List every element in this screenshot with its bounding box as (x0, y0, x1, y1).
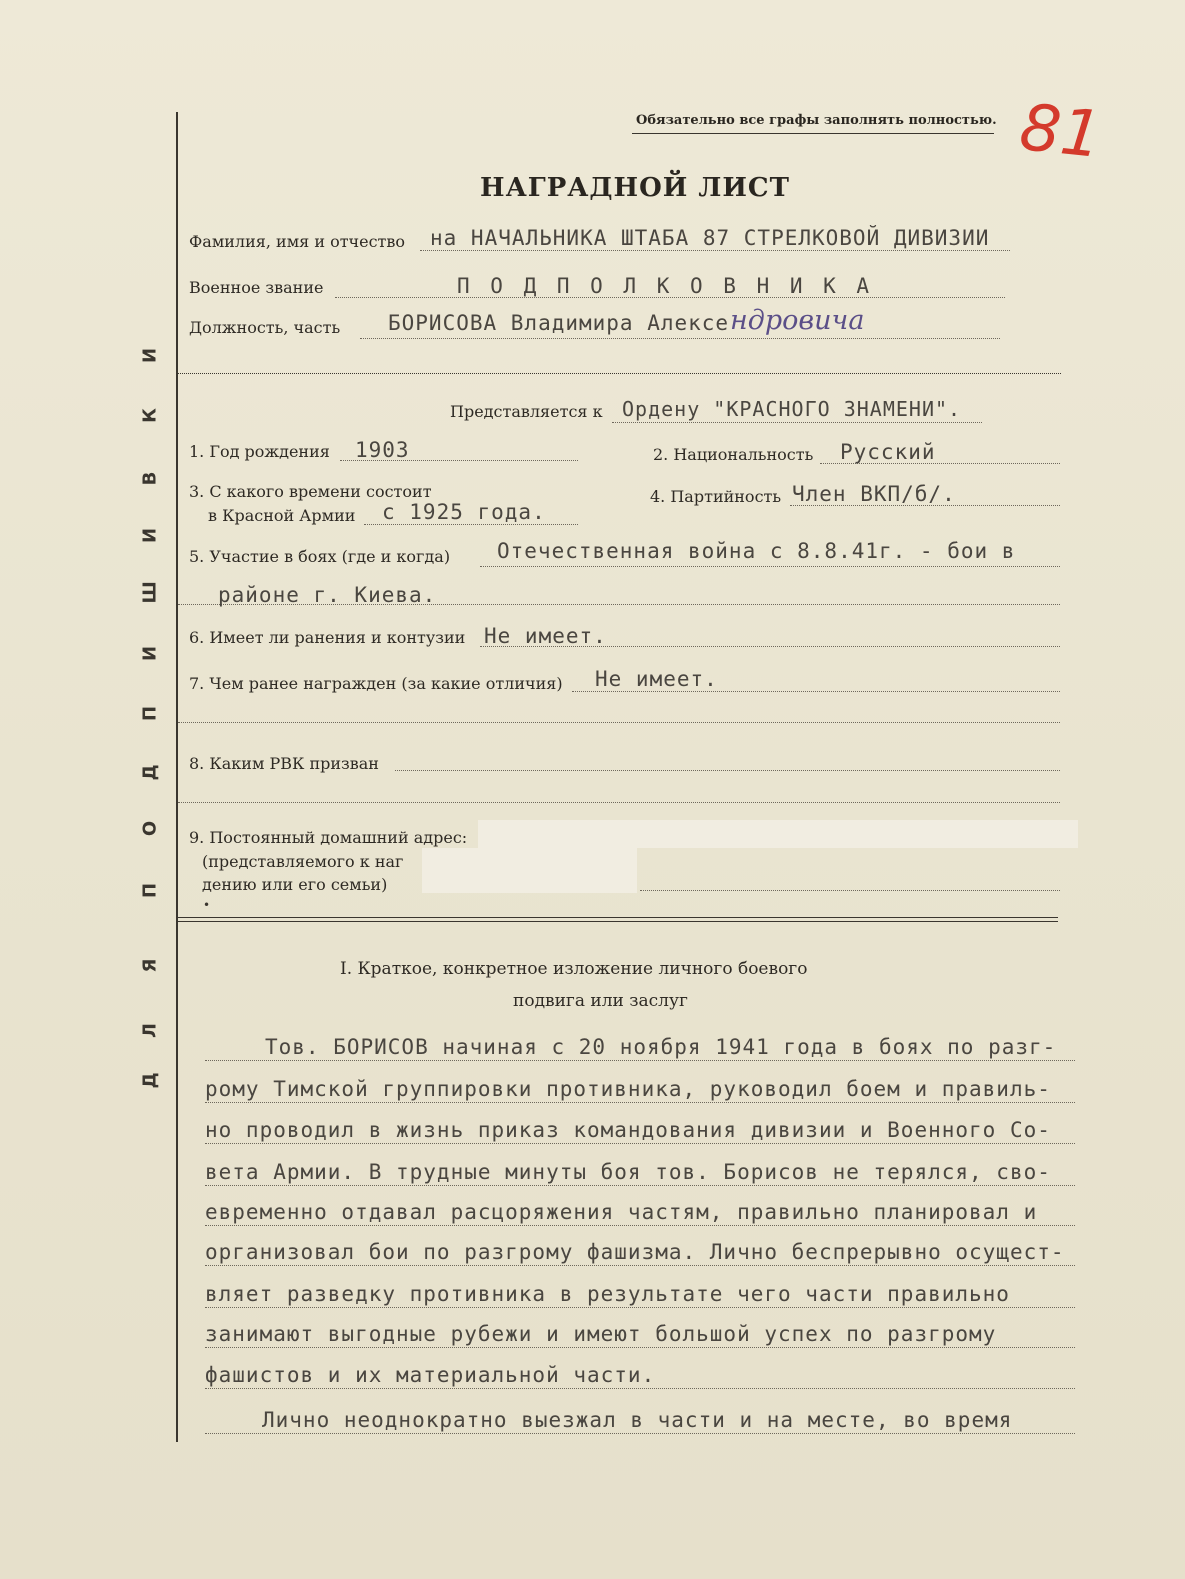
party-value: Член ВКП/б/. (792, 482, 956, 506)
ink-dot: • (203, 898, 211, 912)
nomination-label: Представляется к (450, 402, 603, 421)
address-redaction (478, 820, 1078, 848)
combat-line-1 (480, 566, 1060, 567)
rvk-line-2 (178, 802, 1060, 803)
side-char: И (139, 527, 161, 544)
position-value: БОРИСОВА Владимира Алексе (388, 311, 730, 335)
position-label: Должность, часть (189, 318, 341, 337)
service-since-label-2: в Красной Армии (208, 506, 356, 525)
side-char: Д (139, 1072, 161, 1089)
narrative-rule (205, 1185, 1075, 1186)
side-char: Л (139, 1023, 161, 1038)
narrative-rule (205, 1102, 1075, 1103)
nationality-value: Русский (840, 440, 936, 464)
nationality-label: 2. Национальность (653, 445, 814, 464)
narrative-rule (205, 1347, 1075, 1348)
side-char: К (139, 408, 161, 423)
narrative-line: евременно отдавал расцоряжения частям, правильно планировал и (205, 1200, 1038, 1224)
address-redaction-2 (422, 848, 637, 893)
party-label: 4. Партийность (650, 487, 782, 506)
narrative-line: вляет разведку противника в результате чего части правильно (205, 1282, 1010, 1306)
service-since-label: 3. С какого времени состоит (189, 482, 432, 501)
rvk-line (395, 770, 1060, 771)
section-heading-2: подвига или заслуг (513, 991, 688, 1011)
prior-awards-line-2 (178, 722, 1060, 723)
rvk-label: 8. Каким РВК призван (189, 754, 379, 773)
narrative-rule (205, 1225, 1075, 1226)
narrative-line: вета Армии. В трудные минуты боя тов. Борисов не терялся, сво- (205, 1160, 1051, 1184)
narrative-rule (205, 1060, 1075, 1061)
section-rule-top (178, 917, 1058, 918)
narrative-line: Тов. БОРИСОВ начиная с 20 ноября 1941 года в боях по разг- (265, 1035, 1057, 1059)
narrative-rule (205, 1265, 1075, 1266)
narrative-rule (205, 1433, 1075, 1434)
combat-label: 5. Участие в боях (где и когда) (189, 547, 451, 566)
archive-mark: 81 (1016, 90, 1106, 174)
service-since-value: с 1925 года. (382, 500, 546, 524)
narrative-line: занимают выгодные рубежи и имеют большой успех по разгрому (205, 1322, 997, 1346)
combat-value-2: районе г. Киева. (218, 583, 437, 607)
section-rule-bottom (178, 921, 1058, 922)
address-label-3: дению или его семьи) (202, 875, 388, 894)
birth-year-label: 1. Год рождения (189, 442, 330, 461)
side-char: Д (139, 764, 161, 781)
rank-value: П О Д П О Л К О В Н И К А (457, 274, 874, 298)
address-label-2: (представляемого к наг (202, 852, 404, 871)
side-char: Ш (139, 581, 161, 604)
wounds-label: 6. Имеет ли ранения и контузии (189, 628, 466, 647)
service-since-line (364, 524, 578, 525)
side-char: И (139, 347, 161, 364)
header-note: Обязательно все графы заполнять полностью. (636, 113, 997, 128)
side-char: Я (139, 958, 161, 973)
prior-awards-value: Не имеет. (595, 667, 718, 691)
position-line (360, 338, 1000, 339)
prior-awards-line (572, 691, 1060, 692)
side-char: П (139, 882, 161, 899)
wounds-value: Не имеет. (484, 624, 607, 648)
narrative-line: Лично неоднократно выезжал в части и на месте, во время (262, 1408, 1013, 1432)
address-line (640, 890, 1060, 891)
nomination-line (612, 422, 982, 423)
name-label: Фамилия, имя и отчество (189, 232, 406, 251)
rank-label: Военное звание (189, 278, 324, 297)
narrative-line: но проводил в жизнь приказ командования дивизии и Военного Со- (205, 1118, 1051, 1142)
section-heading: I. Краткое, конкретное изложение личного боевого (340, 959, 808, 979)
position-value-handwritten: ндровича (730, 305, 865, 336)
name-line (420, 250, 1010, 251)
address-label: 9. Постоянный домашний адрес: (189, 828, 468, 847)
narrative-rule (205, 1307, 1075, 1308)
narrative-line: организовал бои по разгрому фашизма. Лично беспрерывно осущест- (205, 1240, 1065, 1264)
prior-awards-label: 7. Чем ранее награжден (за какие отличия) (189, 674, 563, 693)
narrative-line: фашистов и их материальной части. (205, 1363, 656, 1387)
narrative-line: рому Тимской группировки противника, руководил боем и правиль- (205, 1077, 1051, 1101)
side-char: И (139, 645, 161, 662)
name-value: на НАЧАЛЬНИКА ШТАБА 87 СТРЕЛКОВОЙ ДИВИЗИИ (430, 226, 990, 250)
nomination-value: Ордену "КРАСНОГО ЗНАМЕНИ". (622, 397, 962, 421)
header-note-underline (632, 133, 994, 134)
side-char: П (139, 705, 161, 722)
side-char: В (139, 471, 161, 486)
narrative-rule (205, 1388, 1075, 1389)
birth-year-value: 1903 (355, 438, 410, 462)
side-char: О (139, 820, 161, 837)
combat-value-1: Отечественная война с 8.8.41г. - бои в (497, 539, 1016, 563)
left-margin-rule (176, 112, 178, 1442)
page-title: НАГРАДНОЙ ЛИСТ (480, 173, 790, 203)
header-separator (178, 373, 1061, 374)
narrative-rule (205, 1143, 1075, 1144)
